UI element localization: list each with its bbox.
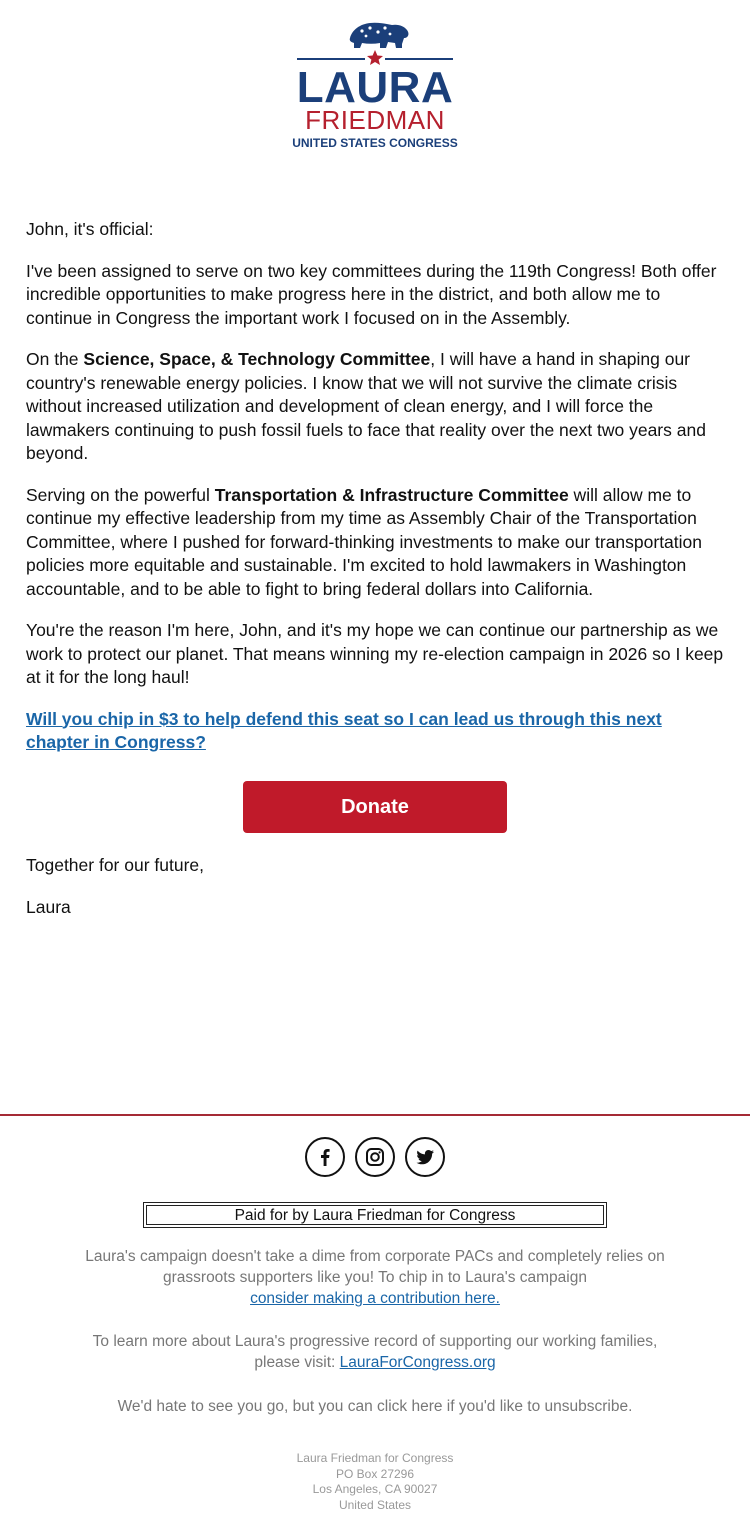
logo-first-name: LAURA xyxy=(296,63,454,112)
logo-office: UNITED STATES CONGRESS xyxy=(292,136,458,150)
greeting: John, it's official: xyxy=(26,219,154,239)
bear-icon xyxy=(350,23,409,48)
instagram-icon xyxy=(365,1147,385,1167)
paid-for-disclaimer xyxy=(143,1202,607,1228)
twitter-link[interactable] xyxy=(405,1137,445,1177)
signature: Laura xyxy=(26,897,71,917)
email-body xyxy=(26,218,726,773)
logo-last-name: FRIEDMAN xyxy=(305,105,445,135)
grassroots-note xyxy=(75,1246,675,1309)
grassroots-text: Laura's campaign doesn't take a dime from corporate PACs and completely relies on grassroots supporters like you! To chip in to Laura's campaign xyxy=(85,1248,665,1286)
logo-rule-right xyxy=(385,58,453,60)
instagram-link[interactable] xyxy=(355,1137,395,1177)
website-link[interactable]: LauraForCongress.org xyxy=(339,1354,496,1371)
paid-for-text: Paid for by Laura Friedman for Congress xyxy=(146,1205,604,1225)
address-box: PO Box 27296 xyxy=(335,1466,415,1481)
logo-rule-left xyxy=(297,58,365,60)
paragraph-science-committee: On the Science, Space, & Technology Committee, I will have a hand in shaping our country's renewable energy policies. I know that we will not survive the climate crisis without increased utilization and development of clean energy, and I will force the lawmakers continuing to push fossil fuels to face that reality over the next two years and beyond. xyxy=(26,349,706,463)
twitter-icon xyxy=(415,1147,435,1167)
donation-ask-paragraph xyxy=(26,708,726,755)
paragraph-committees: I've been assigned to serve on two key committees during the 119th Congress! Both offer incredible opportunities to make progress here in the district, and both allow me to continue in Congress the important work I focused on in the Assembly. xyxy=(26,260,717,328)
facebook-link[interactable] xyxy=(305,1137,345,1177)
campaign-logo xyxy=(290,14,460,154)
facebook-icon xyxy=(315,1147,335,1167)
paragraph-partnership: You're the reason I'm here, John, and it's my hope we can continue our partnership as we work to protect our planet. That means winning my re-election campaign in 2026 so I keep at it for the long haul! xyxy=(26,620,724,687)
contribution-link[interactable]: consider making a contribution here. xyxy=(250,1290,500,1307)
transportation-committee-name: Transportation & Infrastructure Committee xyxy=(214,484,569,505)
paragraph-transportation-committee: Serving on the powerful Transportation & Infrastructure Committee will allow me to continue my effective leadership from my time as Assembly Chair of the Transportation Committee, where I pushed for forward-thinking investments to make our transportation policies more equitable and sustainable. I'm excited to hold lawmakers in Washington accountable, and to be able to fight to bring federal dollars into California. xyxy=(26,484,703,599)
learn-more-note xyxy=(75,1331,675,1373)
science-committee-name: Science, Space, & Technology Committee xyxy=(83,349,431,369)
footer-divider xyxy=(0,1114,750,1116)
address-city: Los Angeles, CA 90027 xyxy=(312,1482,438,1496)
closing-line: Together for our future, xyxy=(26,855,205,875)
unsubscribe-link[interactable]: We'd hate to see you go, but you can click here if you'd like to unsubscribe. xyxy=(117,1398,633,1415)
address-country: United States xyxy=(338,1497,412,1512)
mailing-address xyxy=(175,1451,575,1513)
donate-button[interactable]: Donate xyxy=(243,781,507,833)
address-org: Laura Friedman for Congress xyxy=(296,1451,454,1465)
learn-more-text: To learn more about Laura's progressive record of supporting our working families, please visit: xyxy=(92,1333,658,1371)
donation-ask-link[interactable]: Will you chip in $3 to help defend this seat so I can lead us through this next chapter in Congress? xyxy=(26,708,662,752)
